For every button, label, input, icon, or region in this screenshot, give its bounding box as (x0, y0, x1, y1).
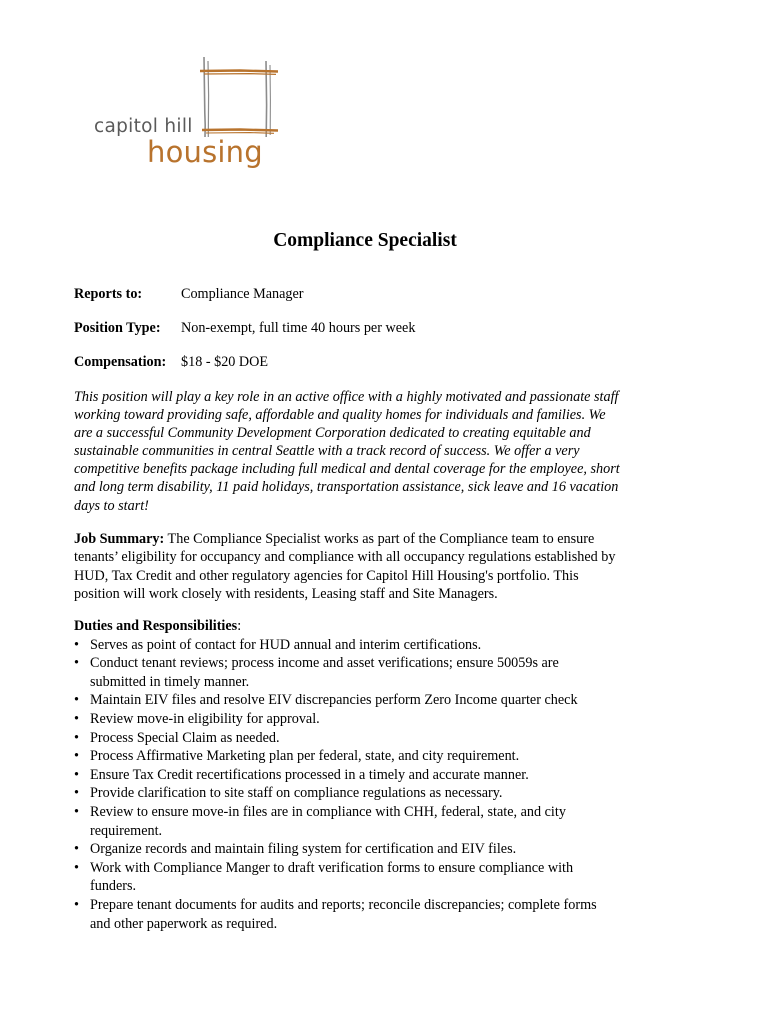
reports-to-row (74, 286, 304, 303)
duty-text-line: Provide clarification to site staff on compliance regulations as necessary. (90, 785, 503, 802)
intro-line: are a successful Community Development Corporation dedicated to creating equitable and (74, 425, 591, 442)
position-type-value: Non-exempt, full time 40 hours per week (181, 320, 416, 336)
reports-to-value: Compliance Manager (181, 286, 304, 302)
intro-line: This position will play a key role in an active office with a highly motivated and passionate staff (74, 389, 619, 405)
duty-text-line: Serves as point of contact for HUD annual and interim certifications. (90, 636, 482, 653)
job-summary-heading: Job Summary: (74, 531, 165, 547)
duty-text-line: Maintain EIV files and resolve EIV discrepancies perform Zero Income quarter check (90, 692, 578, 709)
intro-line: competitive benefits package including full medical and dental coverage for the employee, short (74, 461, 620, 478)
duty-text-line: funders. (90, 878, 137, 895)
bullet-icon: • (74, 692, 79, 709)
position-type-row (74, 320, 416, 337)
duty-list-item (74, 766, 674, 785)
reports-to-label: Reports to: (74, 286, 143, 302)
page-title: Compliance Specialist (273, 230, 457, 251)
bullet-icon: • (74, 803, 79, 820)
intro-paragraph (74, 388, 674, 515)
logo-text-line2: housing (147, 135, 263, 169)
job-summary-section (74, 530, 674, 603)
bullet-icon: • (74, 785, 79, 802)
job-summary-line: tenants’ eligibility for occupancy and compliance with all occupancy regulations established by (74, 549, 616, 566)
duty-text-line: Prepare tenant documents for audits and reports; reconcile discrepancies; complete forms (90, 896, 597, 913)
bullet-icon: • (74, 841, 79, 858)
compensation-row (74, 354, 269, 371)
position-type-label: Position Type: (74, 320, 161, 336)
job-summary-line: position will work closely with residents, Leasing staff and Site Managers. (74, 585, 498, 602)
duty-list-item (74, 729, 674, 748)
job-summary-line: The Compliance Specialist works as part of the Compliance team to ensure (164, 531, 595, 547)
bullet-icon: • (74, 896, 79, 913)
compensation-value: $18 - $20 DOE (181, 354, 269, 370)
duty-text-line: Ensure Tax Credit recertifications processed in a timely and accurate manner. (90, 766, 529, 783)
intro-line: sustainable communities in central Seattle with a track record of success. We offer a very (74, 443, 580, 460)
duties-list (74, 636, 674, 934)
bullet-icon: • (74, 859, 79, 876)
bullet-icon: • (74, 729, 79, 746)
duty-text-line: Work with Compliance Manger to draft verification forms to ensure compliance with (90, 859, 574, 876)
company-logo (90, 55, 290, 180)
bullet-icon: • (74, 766, 79, 783)
duty-text-line: Process Affirmative Marketing plan per federal, state, and city requirement. (90, 748, 520, 765)
duty-text-line: requirement. (90, 822, 163, 839)
duties-heading-colon: : (237, 618, 242, 634)
duty-list-item (74, 784, 674, 803)
duty-list-item (74, 859, 674, 896)
intro-line: working toward providing safe, affordable and quality homes for individuals and families. We (74, 407, 606, 424)
compensation-label: Compensation: (74, 354, 167, 370)
duty-text-line: Review to ensure move-in files are in compliance with CHH, federal, state, and city (90, 803, 566, 820)
job-summary-line: HUD, Tax Credit and other regulatory agencies for Capitol Hill Housing's portfolio. This (74, 567, 579, 584)
duty-list-item (74, 636, 674, 655)
duty-text-line: submitted in timely manner. (90, 673, 250, 690)
logo-text-line1: capitol hill (94, 116, 193, 137)
bullet-icon: • (74, 655, 79, 672)
duty-list-item (74, 840, 674, 859)
duty-list-item (74, 747, 674, 766)
duty-list-item (74, 710, 674, 729)
duties-heading-row (74, 617, 674, 636)
duty-text-line: and other paperwork as required. (90, 915, 278, 932)
bullet-icon: • (74, 636, 79, 653)
duties-heading: Duties and Responsibilities (74, 618, 238, 634)
job-summary-first-line (74, 530, 674, 548)
duty-text-line: Conduct tenant reviews; process income and asset verifications; ensure 50059s are (90, 655, 559, 672)
duty-list-item (74, 803, 674, 840)
intro-line: and long term disability, 11 paid holidays, transportation assistance, sick leave and 16 vacation (74, 479, 619, 496)
duty-list-item (74, 896, 674, 933)
bullet-icon: • (74, 710, 79, 727)
duty-text-line: Process Special Claim as needed. (90, 729, 280, 746)
duties-section (74, 617, 674, 933)
intro-line: days to start! (74, 497, 149, 514)
duty-text-line: Review move-in eligibility for approval. (90, 710, 320, 727)
duty-text-line: Organize records and maintain filing system for certification and EIV files. (90, 841, 517, 858)
duty-list-item (74, 654, 674, 691)
duty-list-item (74, 691, 674, 710)
bullet-icon: • (74, 748, 79, 765)
